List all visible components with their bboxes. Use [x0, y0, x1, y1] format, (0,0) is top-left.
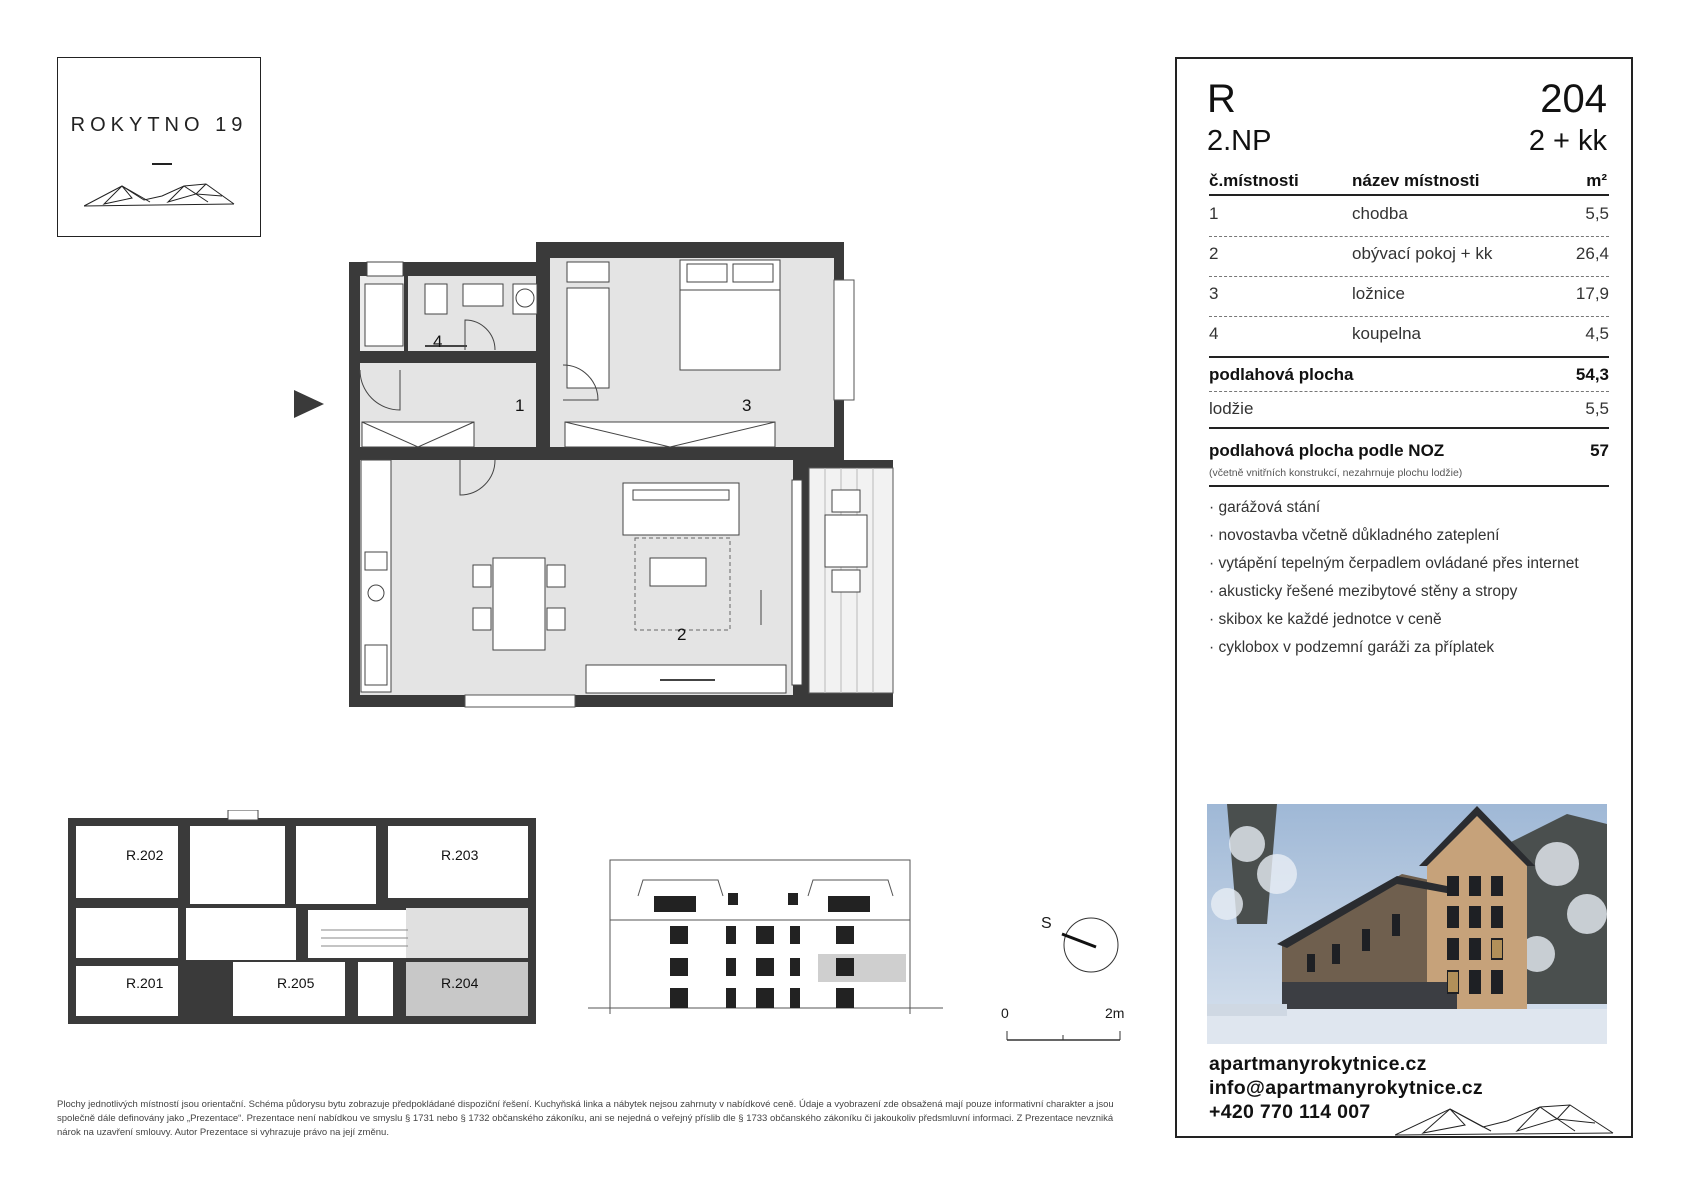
room-area: 5,5 — [1585, 204, 1609, 223]
col-header-num: č.místnosti — [1209, 171, 1299, 190]
feature-item: · vytápění tepelným čerpadlem ovládané přes internet — [1209, 555, 1579, 572]
feature-item: · skibox ke každé jednotce v ceně — [1209, 611, 1442, 628]
room-name: koupelna — [1352, 324, 1422, 343]
building-elevation — [588, 858, 948, 1014]
compass-icon — [1056, 910, 1126, 980]
site-label-r201: R.201 — [126, 975, 164, 991]
room-label-4: 4 — [433, 332, 443, 351]
feature-item: · cyklobox v podzemní garáži za příplatek — [1209, 639, 1495, 656]
feature-item: · akusticky řešené mezibytové stěny a stropy — [1209, 583, 1518, 600]
noz-label: podlahová plocha podle NOZ — [1209, 441, 1445, 460]
site-label-r205: R.205 — [277, 975, 315, 991]
entrance-arrow-icon — [292, 388, 326, 420]
unit-number: 204 — [1540, 77, 1607, 121]
scale-bar — [1005, 1025, 1125, 1045]
loggia-row — [1209, 391, 1609, 429]
table-row — [1209, 276, 1609, 317]
noz-value: 57 — [1590, 441, 1609, 460]
mountain-footer-icon — [1395, 1097, 1615, 1139]
floor-area-row — [1209, 357, 1609, 392]
mountain-logo-icon — [84, 178, 236, 208]
site-label-r202: R.202 — [126, 847, 164, 863]
room-num: 4 — [1209, 324, 1219, 343]
room-num: 1 — [1209, 204, 1219, 223]
contact-phone[interactable]: +420 770 114 007 — [1209, 1101, 1371, 1123]
room-area: 4,5 — [1585, 324, 1609, 343]
feature-item: · novostavba včetně důkladného zateplení — [1209, 527, 1500, 544]
noz-note: (včetně vnitřních konstrukcí, nezahrnuje plochu lodžie) — [1209, 467, 1463, 479]
logo-text: ROKYTNO 19 — [70, 114, 248, 136]
floor-overview-plan — [68, 810, 538, 1026]
compass-label: S — [1041, 915, 1052, 932]
noz-row — [1209, 429, 1609, 487]
room-name: ložnice — [1352, 284, 1405, 303]
room-label-3: 3 — [742, 396, 752, 415]
room-label-1: 1 — [515, 396, 525, 415]
floor-plan — [345, 240, 895, 730]
scale-start: 0 — [1001, 1005, 1009, 1021]
floor-area-label: podlahová plocha — [1209, 365, 1354, 384]
room-area: 17,9 — [1575, 284, 1609, 303]
feature-item: · garážová stání — [1209, 499, 1321, 516]
logo-dash — [152, 163, 172, 165]
col-header-name: název místnosti — [1352, 171, 1480, 190]
contact-website[interactable]: apartmanyrokytnice.cz — [1209, 1053, 1427, 1075]
room-name: obývací pokoj + kk — [1352, 244, 1493, 263]
site-label-r204: R.204 — [441, 975, 479, 991]
disclaimer-text: Plochy jednotlivých místností jsou orientační. Schéma půdorysu bytu zobrazuje předpokládané dispoziční řešení. Kuchyňská linka a nábytek nejsou zahrnuty v nabídkové ceně. Údaje a vyobrazení zde obsažená mají pouze informativní charakter a jsou společně dále definovány jako „Prezentace“. Prezentace není nabídkou ve smyslu § 1731 nebo § 1732 občanského zákoníku, ani se nejedná o veřejný příslib dle § 1733 občanského zákoníku či jakoukoliv předsmluvní informaci. Z Prezentace nevzniká nárok na uzavření smlouvy. Autor Prezentace si vyhrazuje právo na její změnu. — [57, 1099, 1114, 1138]
building-photo — [1207, 804, 1607, 1044]
room-name: chodba — [1352, 204, 1408, 223]
table-row — [1209, 236, 1609, 277]
loggia-value: 5,5 — [1585, 399, 1609, 418]
table-row — [1209, 316, 1609, 358]
room-num: 3 — [1209, 284, 1219, 303]
unit-layout: 2 + kk — [1528, 125, 1607, 157]
table-row — [1209, 196, 1609, 237]
loggia-label: lodžie — [1209, 399, 1254, 418]
room-label-2: 2 — [677, 625, 687, 644]
logo-box — [57, 57, 261, 237]
room-num: 2 — [1209, 244, 1219, 263]
site-label-r203: R.203 — [441, 847, 479, 863]
room-area: 26,4 — [1575, 244, 1609, 263]
floor-level: 2.NP — [1207, 125, 1272, 157]
scale-end: 2m — [1105, 1005, 1125, 1021]
col-header-area: m² — [1586, 171, 1607, 190]
floor-area-value: 54,3 — [1575, 365, 1609, 384]
contact-email[interactable]: info@apartmanyrokytnice.cz — [1209, 1077, 1483, 1099]
building-code: R — [1207, 77, 1236, 121]
